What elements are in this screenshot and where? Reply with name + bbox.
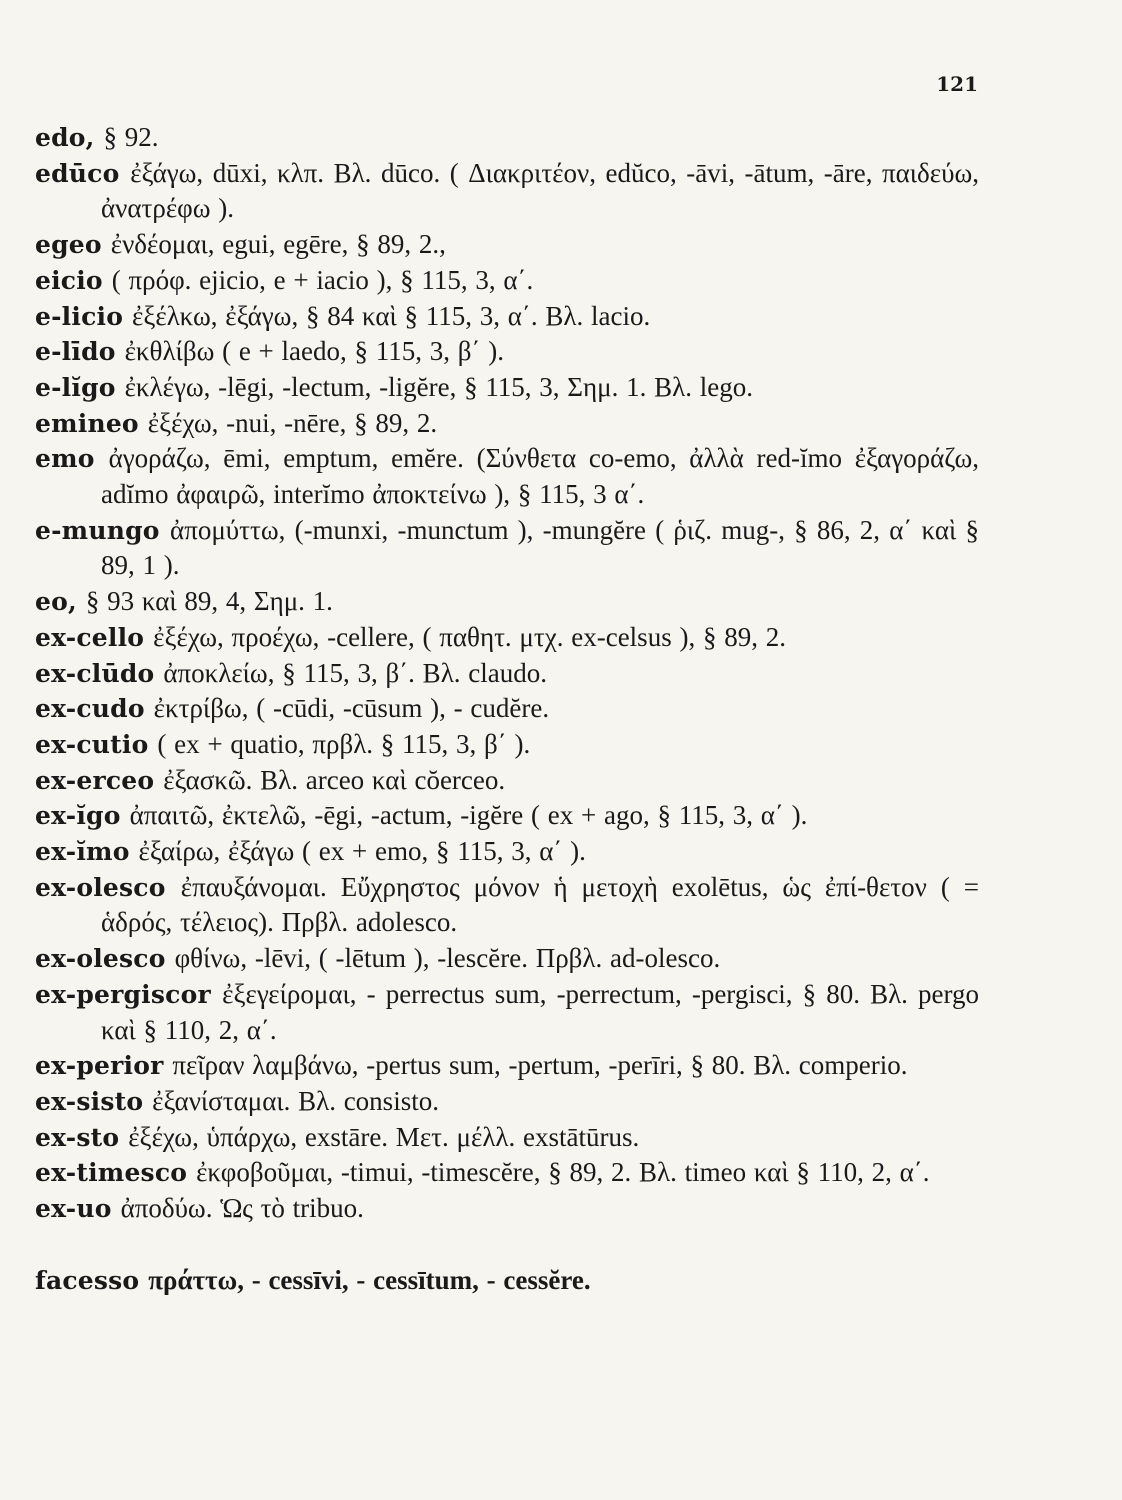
dictionary-entry [35,941,979,977]
entry-headword: e-licio [35,301,124,331]
dictionary-entry [35,441,979,512]
entry-definition: ἐνδέομαι, egui, egēre, § 89, 2., [110,229,446,260]
dictionary-entry [35,727,979,763]
entry-headword: egeo [35,230,102,260]
entry-definition: § 93 καὶ 89, 4, Σημ. 1. [85,586,333,617]
dictionary-entry [35,656,979,692]
entry-headword: emineo [35,408,139,438]
dictionary-entry [35,334,979,370]
dictionary-entry [35,1191,979,1227]
entry-headword: ex-ĭgo [35,801,121,831]
entry-headword: ex-cutio [35,729,149,759]
entry-definition: ἐκλέγω, -lēgi, -lectum, -ligĕre, § 115, 3, Σημ. 1. Βλ. lego. [124,371,753,402]
page-number: 121 [936,72,978,96]
entry-headword: ex-uo [35,1194,112,1224]
entry-definition: φθίνω, -lēvi, ( -lētum ), -lescĕre. Πρβλ. ad-olesco. [174,943,721,974]
entry-definition: ἀποδύω. Ὡς τὸ tribuo. [120,1193,364,1224]
entry-definition: ἐξαίρω, ἐξάγω ( ex + emo, § 115, 3, α΄ ). [138,836,586,867]
entry-headword: e-lĭgo [35,372,116,402]
entry-definition: ἐπαυξάνομαι. Εὔχρηστος μόνον ἡ μετοχὴ exolētus, ὡς ἐπί-θετον ( = ἁδρός, τέλειος). Πρβλ. adolesco. [101,871,979,938]
entry-headword: edūco [35,158,120,188]
entry-headword: facesso [35,1265,140,1295]
entry-headword: ex-cudo [35,694,145,724]
entry-headword: ex-clūdo [35,658,155,688]
entry-headword: ex-sto [35,1122,120,1152]
dictionary-entry [35,120,979,156]
entry-definition: ἀπαιτῶ, ἐκτελῶ, -ēgi, -actum, -igĕre ( ex + ago, § 115, 3, α΄ ). [129,800,808,831]
entry-headword: ex-timesco [35,1158,188,1188]
entry-definition: ἐξέχω, ὑπάρχω, exstāre. Μετ. μέλλ. exstātūrus. [128,1121,640,1152]
entry-headword: e-mungo [35,515,160,545]
dictionary-entry [35,1048,979,1084]
dictionary-entry [35,584,979,620]
entry-definition: ( πρόφ. ejicio, e + iacio ), § 115, 3, α΄. [111,264,534,295]
entry-definition: ἀγοράζω, ēmi, emptum, emĕre. (Σύνθετα co-emo, ἀλλὰ red-ĭmo ἐξαγοράζω, adĭmo ἀφαιρῶ, interĭmo ἀποκτείνω ), § 115, 3 α΄. [101,443,980,510]
entry-definition: ἐξέλκω, ἐξάγω, § 84 καὶ § 115, 3, α΄. Βλ. lacio. [132,300,651,331]
entry-headword: ex-olesco [35,944,166,974]
dictionary-entry [35,1120,979,1156]
entry-definition: ἐξασκῶ. Βλ. arceo καὶ cŏerceo. [163,764,506,795]
entry-definition: ἐξανίσταμαι. Βλ. consisto. [152,1085,439,1116]
entry-definition: ἐκθλίβω ( e + laedo, § 115, 3, β΄ ). [124,336,504,367]
entry-headword: eicio [35,265,103,295]
dictionary-entry [35,691,979,727]
entry-definition: ἀπομύττω, (-munxi, -munctum ), -mungĕre ( ῥιζ. mug-, § 86, 2, α΄ καὶ § 89, 1 ). [101,514,979,581]
dictionary-entry [35,763,979,799]
dictionary-entry [35,798,979,834]
entry-headword: ex-pergiscor [35,979,211,1009]
dictionary-entry [35,406,979,442]
entry-headword: e-līdo [35,337,116,367]
entry-definition: ( ex + quatio, πρβλ. § 115, 3, β΄ ). [157,728,531,759]
entry-headword: ex-cello [35,622,145,652]
entry-list [35,120,979,1299]
entry-headword: ex-olesco [35,872,166,902]
entry-headword: emo [35,444,95,474]
entry-headword: ex-perior [35,1051,164,1081]
entry-definition: ἐξεγείρομαι, - perrectus sum, -perrectum, -pergisci, § 80. Βλ. pergo καὶ § 110, 2, α΄. [101,978,980,1045]
entry-headword: eo, [35,587,77,617]
entry-definition: ἐξάγω, dūxi, κλπ. Βλ. dūco. ( Διακριτέον, edŭco, -āvi, -ātum, -āre, παιδεύω, ἀνατρέφω ). [101,157,979,224]
dictionary-entry [35,1155,979,1191]
dictionary-entry [35,1084,979,1120]
entry-definition: πεῖραν λαμβάνω, -pertus sum, -pertum, -perīri, § 80. Βλ. comperio. [172,1050,908,1081]
entry-headword: ex-ĭmo [35,837,130,867]
dictionary-entry [35,834,979,870]
entry-headword: ex-sisto [35,1086,144,1116]
dictionary-entry [35,227,979,263]
entry-definition: ἐκτρίβω, ( -cūdi, -cūsum ), - cudĕre. [153,693,550,724]
entry-definition: ἐκφοβοῦμαι, -timui, -timescĕre, § 89, 2. Βλ. timeo καὶ § 110, 2, α΄. [196,1157,930,1188]
dictionary-entry [35,263,979,299]
entry-headword: edo, [35,123,95,152]
dictionary-entry [35,977,979,1048]
dictionary-entry [35,620,979,656]
dictionary-entry [35,513,979,584]
dictionary-entry [35,1263,979,1299]
entry-definition: ἀποκλείω, § 115, 3, β΄. Βλ. claudo. [163,657,548,688]
entry-definition: πράττω, - cessīvi, - cessītum, - cessĕre. [148,1264,591,1295]
dictionary-entry [35,156,979,227]
entry-definition: ἐξέχω, -nui, -nēre, § 89, 2. [147,407,438,438]
dictionary-entry [35,299,979,335]
entry-definition: ἐξέχω, προέχω, -cellere, ( παθητ. μτχ. ex-celsus ), § 89, 2. [153,621,786,652]
dictionary-entry [35,370,979,406]
dictionary-entry [35,870,979,941]
entry-headword: ex-erceo [35,765,155,795]
entry-definition: § 92. [103,122,159,152]
